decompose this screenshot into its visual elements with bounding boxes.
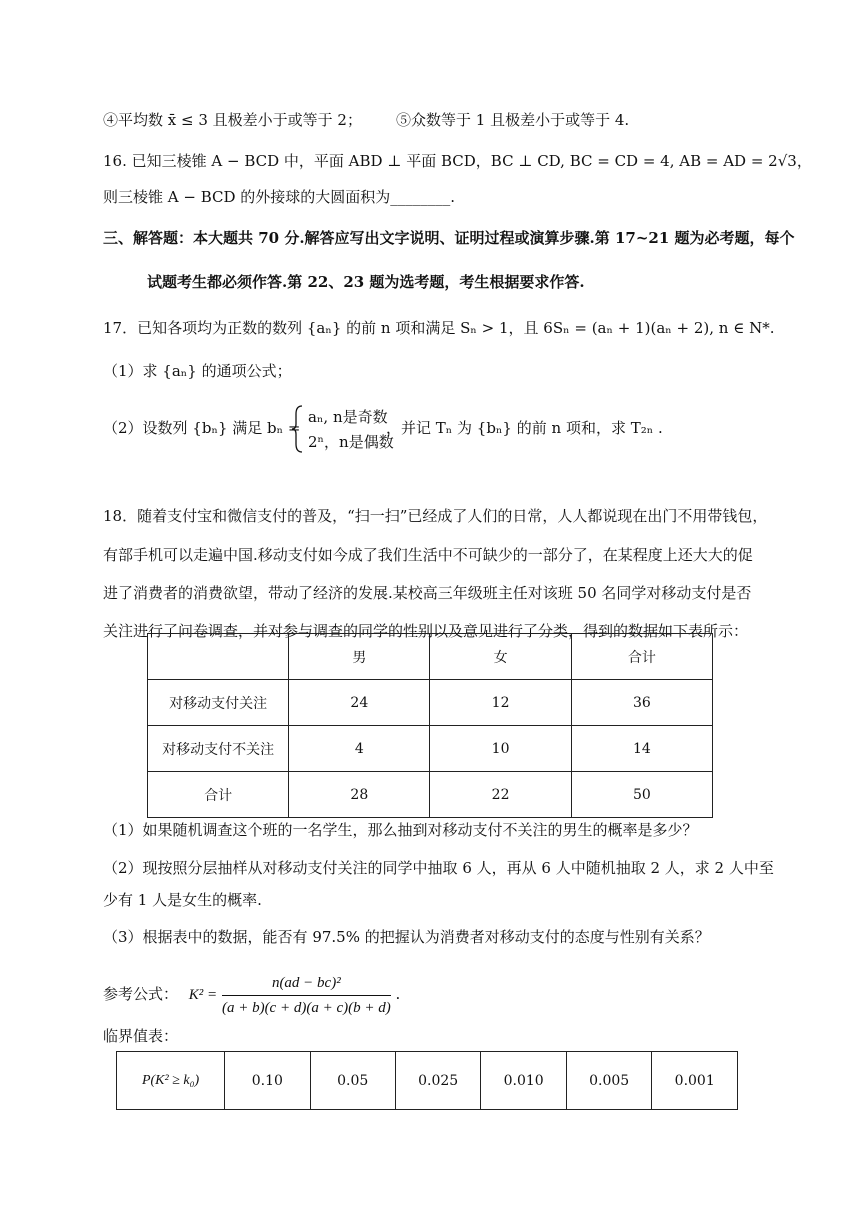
q17-part-1: （1）求 {aₙ} 的通项公式；	[103, 362, 292, 380]
table-cell: 男	[289, 634, 430, 680]
q16-line-1: 16. 已知三棱锥 A − BCD 中，平面 ABD ⊥ 平面 BCD，BC ⊥ CD, BC = CD = 4, AB = AD = 2√3，	[103, 152, 812, 170]
reference-formula: 参考公式： K² = $\frac{\text{n(ad − bc)²}}{(a + b)(c + d)(a + c)(b + d)}$ .	[103, 974, 401, 1016]
table-cell: 4	[289, 726, 430, 772]
brace-icon	[292, 404, 304, 454]
table-cell: 合计	[148, 772, 289, 818]
critical-value-table	[116, 1051, 738, 1110]
table-row	[148, 726, 713, 772]
table-cell	[148, 634, 289, 680]
table-cell: 10	[430, 726, 571, 772]
table-cell: 22	[430, 772, 571, 818]
q17-stem: 17．已知各项均为正数的数列 {aₙ} 的前 n 项和满足 Sₙ > 1，且 6Sₙ = (aₙ + 1)(aₙ + 2), n ∈ N*.	[103, 319, 775, 337]
q17-part-2-pre: （2）设数列 {bₙ} 满足 bₙ =	[103, 419, 301, 437]
q18-para-2: 有部手机可以走遍中国.移动支付如今成了我们生活中不可缺少的一部分了，在某程度上还大大的促	[103, 546, 753, 564]
table-row	[117, 1052, 738, 1110]
table-cell: 28	[289, 772, 430, 818]
formula-numerator: n(ad − bc)²	[222, 973, 391, 996]
table-cell: 14	[571, 726, 712, 772]
q18-part-2b: 少有 1 人是女生的概率.	[103, 891, 262, 909]
q17-case-even: 2ⁿ，n是偶数	[308, 433, 394, 451]
table-cell: 女	[430, 634, 571, 680]
formula-label: 参考公式：	[103, 985, 179, 1003]
q18-part-3: （3）根据表中的数据，能否有 97.5% 的把握认为消费者对移动支付的态度与性别有关系？	[103, 928, 710, 946]
table-cell: 0.025	[395, 1052, 481, 1110]
table-cell: 24	[289, 680, 430, 726]
table-row	[148, 772, 713, 818]
section-3-line-2: 试题考生都必须作答.第 22、23 题为选考题，考生根据要求作答.	[147, 273, 585, 291]
q16-line-2: 则三棱锥 A − BCD 的外接球的大圆面积为________.	[103, 188, 456, 206]
survey-table	[147, 633, 713, 818]
table-cell: 0.10	[225, 1052, 310, 1110]
formula-fraction	[222, 973, 391, 1018]
table-cell: 0.010	[481, 1052, 567, 1110]
table-cell: 0.05	[310, 1052, 395, 1110]
q18-para-1: 18．随着支付宝和微信支付的普及，“扫一扫”已经成了人们的日常，人人都说现在出门不用带钱包，	[103, 507, 768, 525]
q17-case-odd: aₙ, n是奇数	[308, 408, 388, 426]
formula-lhs: K² =	[188, 987, 218, 1003]
table-cell: 50	[571, 772, 712, 818]
formula-denominator: (a + b)(c + d)(a + c)(b + d)	[221, 999, 391, 1016]
table-cell: 对移动支付关注	[148, 680, 289, 726]
q17-part-2-post: ，并记 Tₙ 为 {bₙ} 的前 n 项和，求 T₂ₙ .	[386, 419, 663, 437]
table-cell: 36	[571, 680, 712, 726]
q18-part-2a: （2）现按照分层抽样从对移动支付关注的同学中抽取 6 人，再从 6 人中随机抽取 2 人，求 2 人中至	[103, 859, 774, 877]
critical-label: 临界值表：	[103, 1027, 179, 1045]
table-row	[148, 680, 713, 726]
table-cell: 对移动支付不关注	[148, 726, 289, 772]
section-3-line-1: 三、解答题：本大题共 70 分.解答应写出文字说明、证明过程或演算步骤.第 17~21 题为必考题，每个	[103, 229, 795, 247]
q18-para-4: 关注进行了问卷调查，并对参与调查的同学的性别以及意见进行了分类，得到的数据如下表所示：	[103, 622, 749, 640]
critical-header-cell: P(K² ≥ k₀)	[117, 1052, 225, 1110]
table-cell: 12	[430, 680, 571, 726]
q18-para-3: 进了消费者的消费欲望，带动了经济的发展.某校高三年级班主任对该班 50 名同学对移动支付是否	[103, 584, 752, 602]
table-cell: 0.005	[566, 1052, 652, 1110]
table-cell: 合计	[571, 634, 712, 680]
q18-part-1: （1）如果随机调查这个班的一名学生，那么抽到对移动支付不关注的男生的概率是多少？	[103, 821, 698, 839]
table-header-row	[148, 634, 713, 680]
q15-item-5: ⑤众数等于 1 且极差小于或等于 4.	[396, 111, 630, 129]
table-cell: 0.001	[652, 1052, 738, 1110]
q15-item-4: ④平均数 x̄ ≤ 3 且极差小于或等于 2；	[103, 111, 362, 129]
